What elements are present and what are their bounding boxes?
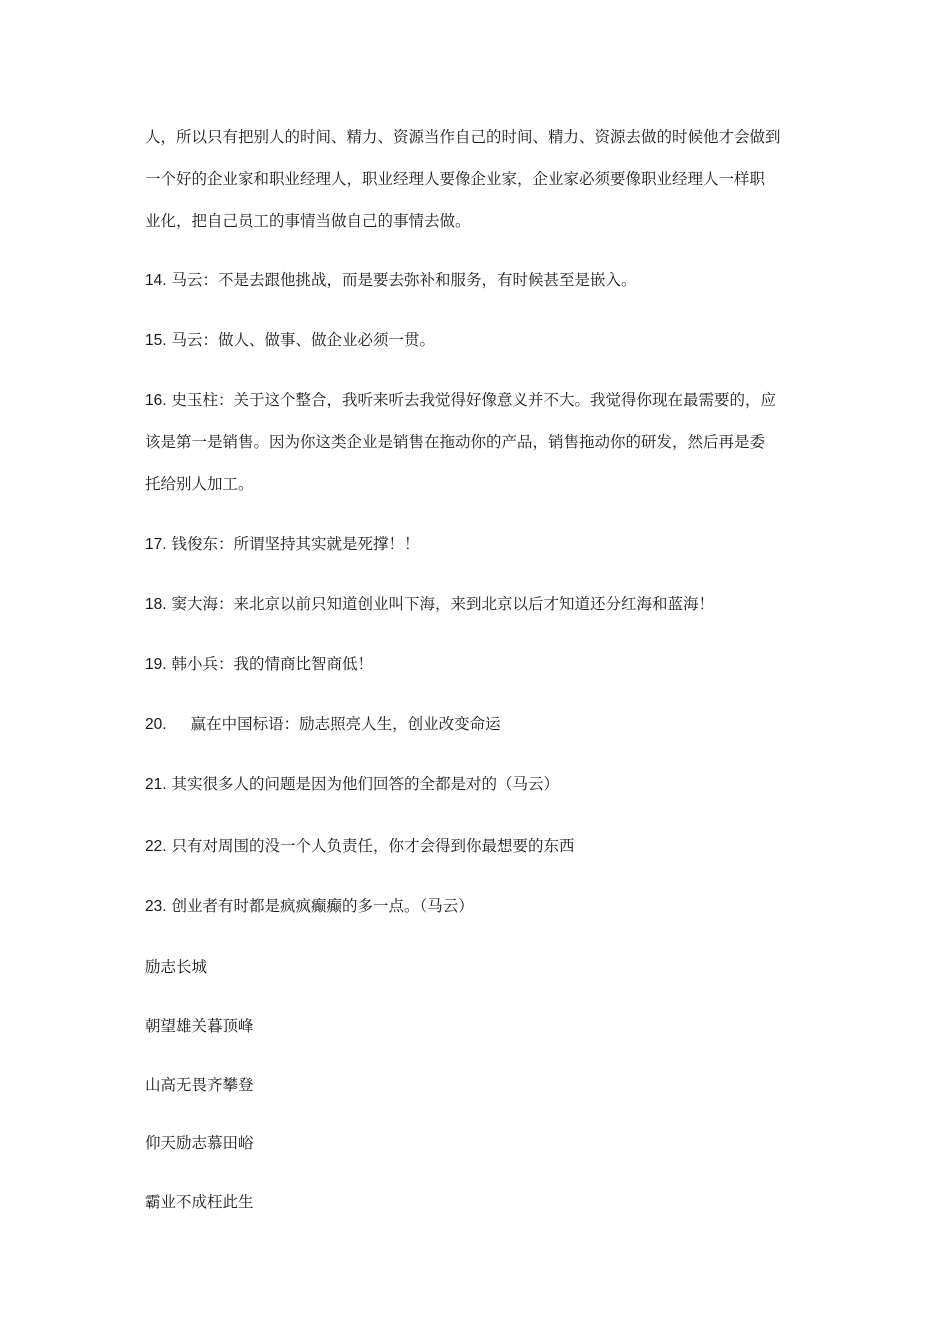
list-item xyxy=(145,328,435,353)
item-text: 创业者有时都是疯疯癫癫的多一点。（马云） xyxy=(166,897,474,915)
poem-line: 朝望雄关暮顶峰 xyxy=(145,1017,254,1035)
item-text: 该是第一是销售。因为你这类企业是销售在拖动你的产品，销售拖动你的研发，然后再是委 xyxy=(145,433,766,451)
paragraph-line: 人，所以只有把别人的时间、精力、资源当作自己的时间、精力、资源去做的时候他才会做到 xyxy=(145,128,781,146)
item-number: 21. xyxy=(145,776,167,793)
item-number: 20. xyxy=(145,716,167,733)
list-item xyxy=(145,388,776,413)
item-text: 韩小兵：我的情商比智商低！ xyxy=(166,655,373,673)
item-text: 其实很多人的问题是因为他们回答的全都是对的（马云） xyxy=(166,775,559,793)
poem-line: 霸业不成枉此生 xyxy=(145,1193,254,1211)
list-item xyxy=(145,592,714,617)
list-item xyxy=(145,268,637,293)
item-text: 史玉柱：关于这个整合，我听来听去我觉得好像意义并不大。我觉得你现在最需要的，应 xyxy=(166,391,776,409)
item-number: 15. xyxy=(145,332,167,349)
item-number: 23. xyxy=(145,898,167,915)
item-text: 马云：做人、做事、做企业必须一贯。 xyxy=(166,331,435,349)
item-text: 只有对周围的没一个人负责任，你才会得到你最想要的东西 xyxy=(166,837,575,855)
item-text: 窦大海：来北京以前只知道创业叫下海，来到北京以后才知道还分红海和蓝海！ xyxy=(166,595,714,613)
item-number: 14. xyxy=(145,272,167,289)
item-number: 16. xyxy=(145,392,167,409)
list-item xyxy=(145,834,575,859)
item-number: 19. xyxy=(145,656,167,673)
list-item xyxy=(145,532,420,557)
item-number: 22. xyxy=(145,838,167,855)
list-item xyxy=(145,712,501,737)
list-item xyxy=(145,894,474,919)
paragraph-line: 业化，把自己员工的事情当做自己的事情去做。 xyxy=(145,212,471,230)
list-item-continuation xyxy=(145,472,254,496)
paragraph-line: 一个好的企业家和职业经理人，职业经理人要像企业家，企业家必须要像职业经理人一样职 xyxy=(145,170,766,188)
list-item xyxy=(145,772,559,797)
item-number: 18. xyxy=(145,596,167,613)
item-number: 17. xyxy=(145,536,167,553)
list-item xyxy=(145,652,373,677)
poem-title: 励志长城 xyxy=(145,958,208,976)
list-item-continuation xyxy=(145,430,765,454)
item-text: 赢在中国标语：励志照亮人生，创业改变命运 xyxy=(190,715,501,733)
item-text: 托给别人加工。 xyxy=(145,475,254,493)
poem-line: 仰天励志慕田峪 xyxy=(145,1134,254,1152)
item-text: 钱俊东：所谓坚持其实就是死撑！！ xyxy=(166,535,420,553)
poem-line: 山高无畏齐攀登 xyxy=(145,1076,254,1094)
item-text: 马云：不是去跟他挑战，而是要去弥补和服务，有时候甚至是嵌入。 xyxy=(166,271,637,289)
